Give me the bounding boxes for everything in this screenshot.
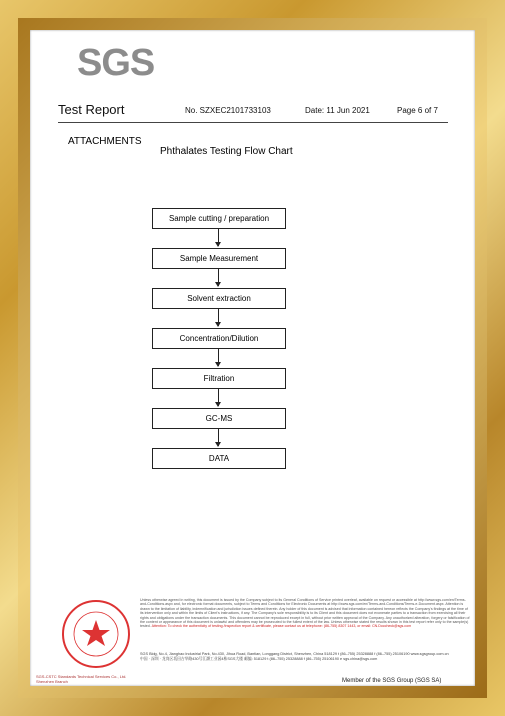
flow-step-gcms: GC-MS xyxy=(152,408,286,429)
report-number: No. SZXEC2101733103 xyxy=(185,106,271,115)
flow-step-cutting: Sample cutting / preparation xyxy=(152,208,286,229)
attachments-label: ATTACHMENTS xyxy=(68,136,142,147)
flow-step-filtration: Filtration xyxy=(152,368,286,389)
flow-step-measurement: Sample Measurement xyxy=(152,248,286,269)
header-divider xyxy=(58,122,448,123)
certificate-paper xyxy=(30,30,475,686)
sgs-logo-text: SGS xyxy=(77,42,155,84)
flow-chart xyxy=(152,208,292,478)
flow-arrow xyxy=(218,349,219,366)
address-chinese: 中国 · 深圳 · 龙岗区坂田吉华路430号江灏工业园4栋SGS大楼 邮编: 518129 t (86–755) 25328888 f (86–755) 25106190 e sgs.china@sgs.com xyxy=(140,657,378,662)
seal-caption: SGS-CSTC Standards Technical Services Co., Ltd. Shenzhen Branch xyxy=(36,674,127,684)
company-seal-icon xyxy=(60,598,132,670)
flow-arrow xyxy=(218,269,219,286)
membership-note: Member of the SGS Group (SGS SA) xyxy=(342,678,442,684)
flow-arrow xyxy=(218,429,219,446)
report-date: Date: 11 Jun 2021 xyxy=(305,106,370,115)
page-number: Page 6 of 7 xyxy=(397,106,438,115)
legal-disclaimer xyxy=(140,598,470,629)
flow-step-extraction: Solvent extraction xyxy=(152,288,286,309)
flow-chart-title: Phthalates Testing Flow Chart xyxy=(160,146,293,157)
address-english: SGS Bldg, No.4, Jianghao Industrial Park, No.430, Jihua Road, Bantian, Longgang District, Shenzhen, China 518129 t (86–755) 25328888 f (86–755) 25106190 www.sgsgroup.com.cn xyxy=(140,652,449,656)
flow-arrow xyxy=(218,309,219,326)
flow-arrow xyxy=(218,229,219,246)
flow-arrow xyxy=(218,389,219,406)
frame-bevel xyxy=(18,18,487,698)
authenticity-notice: Attention: To check the authenticity of testing /inspection report & certificate, please contact us at telephone: (86-755) 8307 1443, or email: CN.Doccheck@sgs.com xyxy=(151,624,412,629)
flow-step-data: DATA xyxy=(152,448,286,469)
flow-step-concentration: Concentration/Dilution xyxy=(152,328,286,349)
disclaimer-text: Unless otherwise agreed in writing, this document is issued by the Company subject to its General Conditions of Service printed overleaf, available on request or accessible at http://www.sgs.com/en/Terms-and-Conditions.aspx and, for electronic format documents, subject to Terms and Conditions for Electronic Documents at http://www.sgs.com/en/Terms-and-Conditions/Terms-e-Document.aspx. Attention is drawn to the limitation of liability, indemnification and jurisdiction issues defined therein. Any holder of this document is advised that information contained hereon reflects the Company's findings at the time of its intervention only and within the limits of Client's instructions, if any. The Company's sole responsibility is to its Client and this document does not exonerate parties to a transaction from exercising all their rights and obligations under the transaction documents. This document cannot be reproduced except in full, without prior written approval of the Company. Any unauthorized alteration, forgery or falsification of the content or appearance of this document is unlawful and offenders may be prosecuted to the fullest extent of the law. Unless otherwise stated the results shown in this test report refer only to the sample(s) tested. xyxy=(140,598,470,629)
address-block xyxy=(140,652,470,662)
sgs-logo xyxy=(77,40,155,88)
report-title: Test Report xyxy=(58,102,125,117)
